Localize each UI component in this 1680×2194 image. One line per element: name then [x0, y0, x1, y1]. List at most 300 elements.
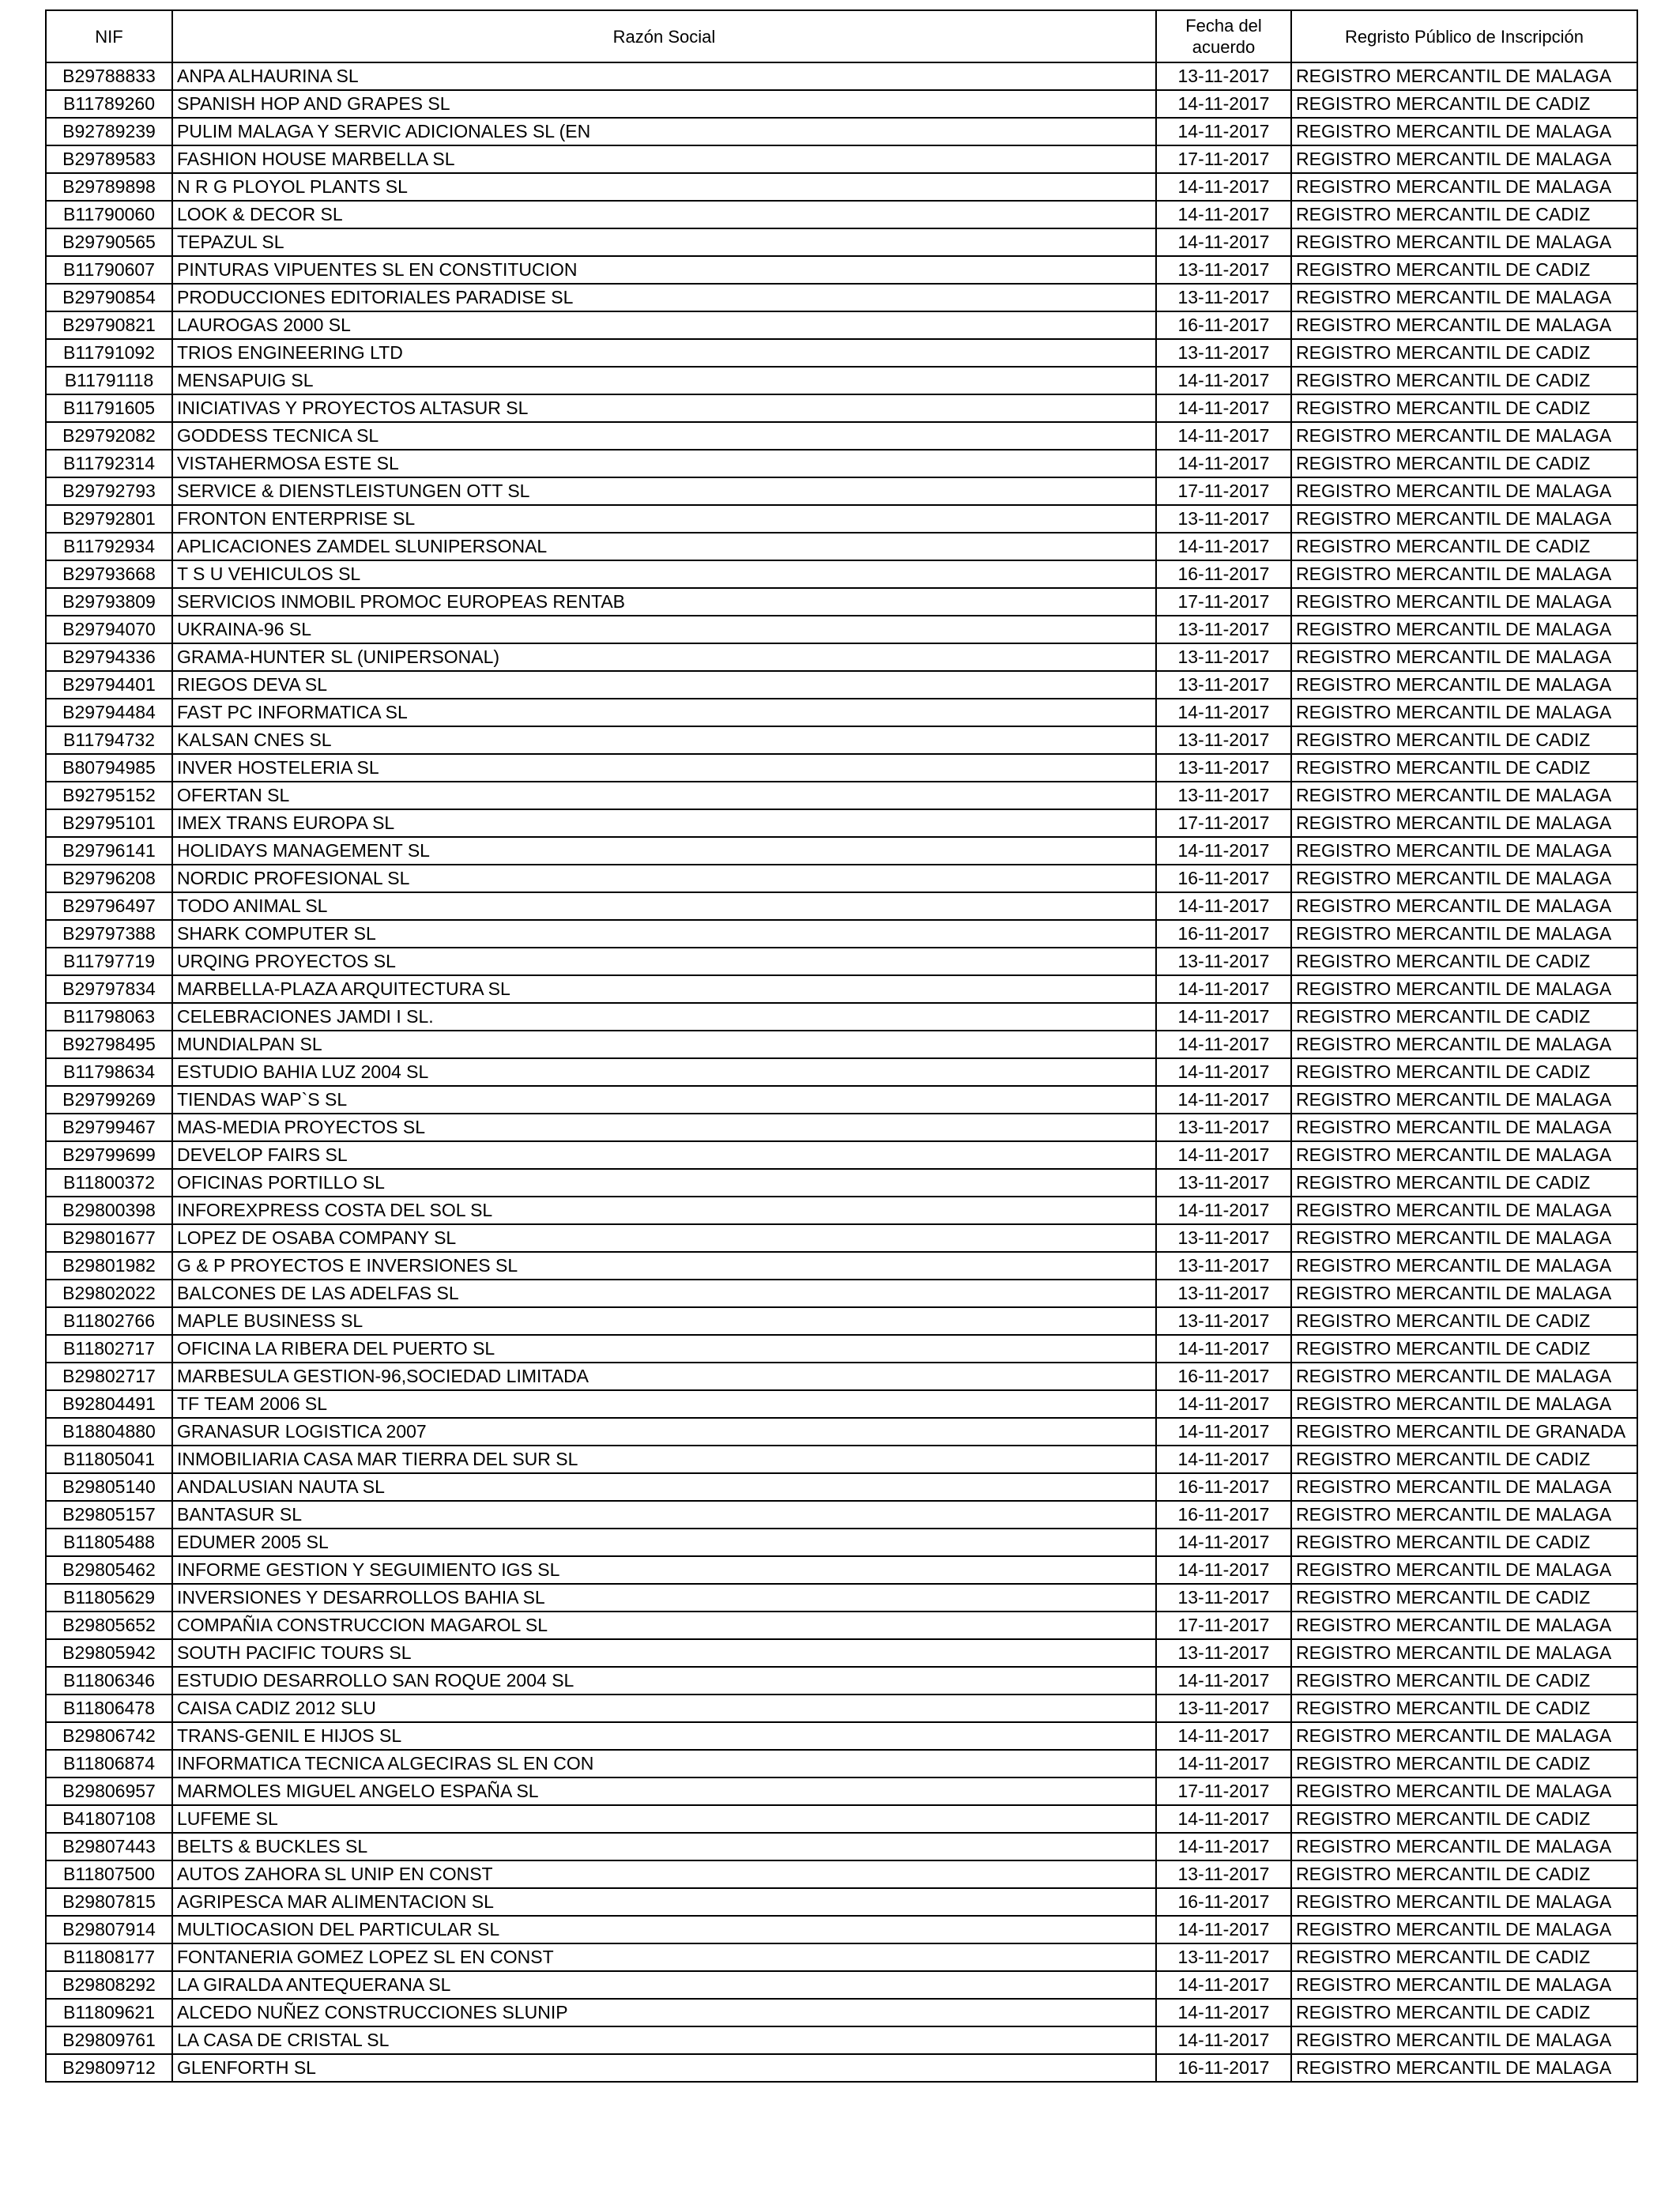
- fecha-cell: 13-11-2017: [1156, 62, 1291, 90]
- table-row: [46, 782, 1637, 809]
- nif-cell: B11798634: [46, 1058, 172, 1086]
- registro-cell: REGISTRO MERCANTIL DE MALAGA: [1291, 588, 1637, 616]
- registro-cell: REGISTRO MERCANTIL DE MALAGA: [1291, 920, 1637, 948]
- razon-social-cell: G & P PROYECTOS E INVERSIONES SL: [172, 1252, 1156, 1280]
- nif-cell: B29808292: [46, 1971, 172, 1999]
- razon-social-cell: ESTUDIO DESARROLLO SAN ROQUE 2004 SL: [172, 1667, 1156, 1695]
- razon-social-cell: MAS-MEDIA PROYECTOS SL: [172, 1114, 1156, 1141]
- registro-cell: REGISTRO MERCANTIL DE MALAGA: [1291, 1556, 1637, 1584]
- nif-cell: B11800372: [46, 1169, 172, 1197]
- registro-cell: REGISTRO MERCANTIL DE CADIZ: [1291, 201, 1637, 228]
- nif-cell: B11802766: [46, 1307, 172, 1335]
- nif-cell: B29796208: [46, 865, 172, 892]
- razon-social-cell: N R G PLOYOL PLANTS SL: [172, 173, 1156, 201]
- razon-social-cell: SHARK COMPUTER SL: [172, 920, 1156, 948]
- table-row: [46, 1888, 1637, 1916]
- nif-cell: B29805157: [46, 1501, 172, 1529]
- nif-cell: B11807500: [46, 1860, 172, 1888]
- nif-cell: B29795101: [46, 809, 172, 837]
- registro-cell: REGISTRO MERCANTIL DE CADIZ: [1291, 948, 1637, 975]
- razon-social-cell: IMEX TRANS EUROPA SL: [172, 809, 1156, 837]
- razon-social-cell: FRONTON ENTERPRISE SL: [172, 505, 1156, 533]
- registro-cell: REGISTRO MERCANTIL DE MALAGA: [1291, 1252, 1637, 1280]
- registro-cell: REGISTRO MERCANTIL DE MALAGA: [1291, 2054, 1637, 2082]
- registro-cell: REGISTRO MERCANTIL DE CADIZ: [1291, 1335, 1637, 1363]
- nif-cell: B29794401: [46, 671, 172, 699]
- nif-cell: B29801982: [46, 1252, 172, 1280]
- fecha-cell: 13-11-2017: [1156, 284, 1291, 311]
- razon-social-cell: ESTUDIO BAHIA LUZ 2004 SL: [172, 1058, 1156, 1086]
- table-row: [46, 754, 1637, 782]
- table-row: [46, 1750, 1637, 1777]
- nif-cell: B11805629: [46, 1584, 172, 1612]
- registro-cell: REGISTRO MERCANTIL DE MALAGA: [1291, 865, 1637, 892]
- fecha-cell: 13-11-2017: [1156, 1169, 1291, 1197]
- razon-social-cell: T S U VEHICULOS SL: [172, 560, 1156, 588]
- razon-social-cell: LOPEZ DE OSABA COMPANY SL: [172, 1224, 1156, 1252]
- fecha-cell: 17-11-2017: [1156, 477, 1291, 505]
- razon-social-cell: LA CASA DE CRISTAL SL: [172, 2026, 1156, 2054]
- table-row: [46, 1999, 1637, 2026]
- registro-cell: REGISTRO MERCANTIL DE MALAGA: [1291, 284, 1637, 311]
- table-row: [46, 118, 1637, 145]
- registro-cell: REGISTRO MERCANTIL DE MALAGA: [1291, 782, 1637, 809]
- razon-social-cell: INFORME GESTION Y SEGUIMIENTO IGS SL: [172, 1556, 1156, 1584]
- registro-cell: REGISTRO MERCANTIL DE CADIZ: [1291, 1058, 1637, 1086]
- registro-cell: REGISTRO MERCANTIL DE MALAGA: [1291, 422, 1637, 450]
- razon-social-cell: COMPAÑIA CONSTRUCCION MAGAROL SL: [172, 1612, 1156, 1639]
- razon-social-cell: SERVICE & DIENSTLEISTUNGEN OTT SL: [172, 477, 1156, 505]
- nif-cell: B29805652: [46, 1612, 172, 1639]
- razon-social-cell: UKRAINA-96 SL: [172, 616, 1156, 643]
- fecha-cell: 14-11-2017: [1156, 699, 1291, 726]
- nif-cell: B11794732: [46, 726, 172, 754]
- table-row: [46, 228, 1637, 256]
- registro-cell: REGISTRO MERCANTIL DE MALAGA: [1291, 1971, 1637, 1999]
- nif-cell: B29809712: [46, 2054, 172, 2082]
- table-row: [46, 284, 1637, 311]
- registro-cell: REGISTRO MERCANTIL DE MALAGA: [1291, 1197, 1637, 1224]
- table-row: [46, 643, 1637, 671]
- nif-cell: B29789898: [46, 173, 172, 201]
- registro-cell: REGISTRO MERCANTIL DE MALAGA: [1291, 975, 1637, 1003]
- header-registro: Regristo Público de Inscripción: [1291, 10, 1637, 62]
- nif-cell: B11791118: [46, 367, 172, 394]
- razon-social-cell: MENSAPUIG SL: [172, 367, 1156, 394]
- registro-cell: REGISTRO MERCANTIL DE CADIZ: [1291, 90, 1637, 118]
- registro-cell: REGISTRO MERCANTIL DE MALAGA: [1291, 1280, 1637, 1307]
- table-row: [46, 726, 1637, 754]
- nif-cell: B29806742: [46, 1722, 172, 1750]
- fecha-cell: 13-11-2017: [1156, 1639, 1291, 1667]
- razon-social-cell: APLICACIONES ZAMDEL SLUNIPERSONAL: [172, 533, 1156, 560]
- registro-cell: REGISTRO MERCANTIL DE CADIZ: [1291, 1750, 1637, 1777]
- fecha-cell: 14-11-2017: [1156, 1556, 1291, 1584]
- table-row: [46, 1418, 1637, 1446]
- registro-cell: REGISTRO MERCANTIL DE MALAGA: [1291, 1473, 1637, 1501]
- header-nif: NIF: [46, 10, 172, 62]
- fecha-cell: 14-11-2017: [1156, 1833, 1291, 1860]
- nif-cell: B11798063: [46, 1003, 172, 1031]
- nif-cell: B29792793: [46, 477, 172, 505]
- razon-social-cell: CAISA CADIZ 2012 SLU: [172, 1695, 1156, 1722]
- fecha-cell: 13-11-2017: [1156, 1252, 1291, 1280]
- fecha-cell: 16-11-2017: [1156, 1501, 1291, 1529]
- razon-social-cell: GRANASUR LOGISTICA 2007: [172, 1418, 1156, 1446]
- fecha-cell: 16-11-2017: [1156, 1473, 1291, 1501]
- razon-social-cell: INFOREXPRESS COSTA DEL SOL SL: [172, 1197, 1156, 1224]
- nif-cell: B29790565: [46, 228, 172, 256]
- table-row: [46, 1916, 1637, 1943]
- nif-cell: B29802717: [46, 1363, 172, 1390]
- table-row: [46, 173, 1637, 201]
- fecha-cell: 17-11-2017: [1156, 1612, 1291, 1639]
- fecha-cell: 13-11-2017: [1156, 671, 1291, 699]
- razon-social-cell: GLENFORTH SL: [172, 2054, 1156, 2082]
- nif-cell: B29807443: [46, 1833, 172, 1860]
- registro-cell: REGISTRO MERCANTIL DE MALAGA: [1291, 1224, 1637, 1252]
- nif-cell: B29790854: [46, 284, 172, 311]
- registro-cell: REGISTRO MERCANTIL DE MALAGA: [1291, 837, 1637, 865]
- nif-cell: B80794985: [46, 754, 172, 782]
- registro-cell: REGISTRO MERCANTIL DE GRANADA: [1291, 1418, 1637, 1446]
- fecha-cell: 14-11-2017: [1156, 1390, 1291, 1418]
- fecha-cell: 14-11-2017: [1156, 2026, 1291, 2054]
- table-row: [46, 1695, 1637, 1722]
- table-row: [46, 1169, 1637, 1197]
- table-row: [46, 2026, 1637, 2054]
- nif-cell: B29807815: [46, 1888, 172, 1916]
- fecha-cell: 14-11-2017: [1156, 90, 1291, 118]
- razon-social-cell: BANTASUR SL: [172, 1501, 1156, 1529]
- table-row: [46, 1473, 1637, 1501]
- table-row: [46, 1943, 1637, 1971]
- fecha-cell: 13-11-2017: [1156, 616, 1291, 643]
- table-row: [46, 1501, 1637, 1529]
- registro-cell: REGISTRO MERCANTIL DE CADIZ: [1291, 1860, 1637, 1888]
- fecha-cell: 14-11-2017: [1156, 1141, 1291, 1169]
- registro-cell: REGISTRO MERCANTIL DE MALAGA: [1291, 1916, 1637, 1943]
- nif-cell: B29802022: [46, 1280, 172, 1307]
- fecha-cell: 13-11-2017: [1156, 339, 1291, 367]
- razon-social-cell: VISTAHERMOSA ESTE SL: [172, 450, 1156, 477]
- fecha-cell: 13-11-2017: [1156, 1224, 1291, 1252]
- fecha-cell: 17-11-2017: [1156, 588, 1291, 616]
- registro-cell: REGISTRO MERCANTIL DE MALAGA: [1291, 145, 1637, 173]
- fecha-cell: 13-11-2017: [1156, 1114, 1291, 1141]
- nif-cell: B29801677: [46, 1224, 172, 1252]
- razon-social-cell: MUNDIALPAN SL: [172, 1031, 1156, 1058]
- nif-cell: B29796141: [46, 837, 172, 865]
- fecha-cell: 14-11-2017: [1156, 1197, 1291, 1224]
- registro-cell: REGISTRO MERCANTIL DE MALAGA: [1291, 1114, 1637, 1141]
- fecha-cell: 16-11-2017: [1156, 311, 1291, 339]
- table-row: [46, 477, 1637, 505]
- razon-social-cell: OFICINAS PORTILLO SL: [172, 1169, 1156, 1197]
- nif-cell: B41807108: [46, 1805, 172, 1833]
- table-row: [46, 1307, 1637, 1335]
- registro-cell: REGISTRO MERCANTIL DE MALAGA: [1291, 173, 1637, 201]
- table-row: [46, 975, 1637, 1003]
- nif-cell: B29809761: [46, 2026, 172, 2054]
- nif-cell: B11802717: [46, 1335, 172, 1363]
- razon-social-cell: INVER HOSTELERIA SL: [172, 754, 1156, 782]
- nif-cell: B11806346: [46, 1667, 172, 1695]
- nif-cell: B11809621: [46, 1999, 172, 2026]
- registro-cell: REGISTRO MERCANTIL DE MALAGA: [1291, 1888, 1637, 1916]
- fecha-cell: 14-11-2017: [1156, 450, 1291, 477]
- nif-cell: B11805488: [46, 1529, 172, 1556]
- fecha-cell: 17-11-2017: [1156, 809, 1291, 837]
- nif-cell: B29805462: [46, 1556, 172, 1584]
- table-row: [46, 1003, 1637, 1031]
- nif-cell: B29797834: [46, 975, 172, 1003]
- registro-cell: REGISTRO MERCANTIL DE CADIZ: [1291, 450, 1637, 477]
- fecha-cell: 14-11-2017: [1156, 1667, 1291, 1695]
- razon-social-cell: INFORMATICA TECNICA ALGECIRAS SL EN CON: [172, 1750, 1156, 1777]
- razon-social-cell: PULIM MALAGA Y SERVIC ADICIONALES SL (EN: [172, 118, 1156, 145]
- razon-social-cell: DEVELOP FAIRS SL: [172, 1141, 1156, 1169]
- registro-cell: REGISTRO MERCANTIL DE MALAGA: [1291, 616, 1637, 643]
- fecha-cell: 14-11-2017: [1156, 1999, 1291, 2026]
- nif-cell: B92798495: [46, 1031, 172, 1058]
- registro-cell: REGISTRO MERCANTIL DE MALAGA: [1291, 1612, 1637, 1639]
- razon-social-cell: MULTIOCASION DEL PARTICULAR SL: [172, 1916, 1156, 1943]
- fecha-cell: 13-11-2017: [1156, 782, 1291, 809]
- razon-social-cell: INVERSIONES Y DESARROLLOS BAHIA SL: [172, 1584, 1156, 1612]
- table-row: [46, 62, 1637, 90]
- nif-cell: B11797719: [46, 948, 172, 975]
- razon-social-cell: ALCEDO NUÑEZ CONSTRUCCIONES SLUNIP: [172, 1999, 1156, 2026]
- fecha-cell: 14-11-2017: [1156, 118, 1291, 145]
- registro-cell: REGISTRO MERCANTIL DE MALAGA: [1291, 560, 1637, 588]
- fecha-cell: 14-11-2017: [1156, 1805, 1291, 1833]
- nif-cell: B29799269: [46, 1086, 172, 1114]
- registro-cell: REGISTRO MERCANTIL DE CADIZ: [1291, 1667, 1637, 1695]
- nif-cell: B11790060: [46, 201, 172, 228]
- registro-cell: REGISTRO MERCANTIL DE MALAGA: [1291, 1833, 1637, 1860]
- registro-cell: REGISTRO MERCANTIL DE MALAGA: [1291, 1141, 1637, 1169]
- nif-cell: B11790607: [46, 256, 172, 284]
- registro-cell: REGISTRO MERCANTIL DE CADIZ: [1291, 726, 1637, 754]
- table-row: [46, 616, 1637, 643]
- fecha-cell: 16-11-2017: [1156, 1363, 1291, 1390]
- registro-cell: REGISTRO MERCANTIL DE MALAGA: [1291, 1031, 1637, 1058]
- nif-cell: B29788833: [46, 62, 172, 90]
- table-row: [46, 394, 1637, 422]
- razon-social-cell: TODO ANIMAL SL: [172, 892, 1156, 920]
- razon-social-cell: GODDESS TECNICA SL: [172, 422, 1156, 450]
- registro-cell: REGISTRO MERCANTIL DE MALAGA: [1291, 477, 1637, 505]
- table-row: [46, 1252, 1637, 1280]
- fecha-cell: 14-11-2017: [1156, 422, 1291, 450]
- registro-cell: REGISTRO MERCANTIL DE CADIZ: [1291, 1805, 1637, 1833]
- fecha-cell: 14-11-2017: [1156, 1446, 1291, 1473]
- registro-cell: REGISTRO MERCANTIL DE MALAGA: [1291, 311, 1637, 339]
- fecha-cell: 13-11-2017: [1156, 726, 1291, 754]
- fecha-cell: 14-11-2017: [1156, 1971, 1291, 1999]
- registro-cell: REGISTRO MERCANTIL DE CADIZ: [1291, 533, 1637, 560]
- razon-social-cell: MARBESULA GESTION-96,SOCIEDAD LIMITADA: [172, 1363, 1156, 1390]
- registro-cell: REGISTRO MERCANTIL DE CADIZ: [1291, 1003, 1637, 1031]
- fecha-cell: 16-11-2017: [1156, 560, 1291, 588]
- fecha-cell: 16-11-2017: [1156, 2054, 1291, 2082]
- table-row: [46, 1141, 1637, 1169]
- nif-cell: B29799699: [46, 1141, 172, 1169]
- razon-social-cell: NORDIC PROFESIONAL SL: [172, 865, 1156, 892]
- razon-social-cell: TIENDAS WAP`S SL: [172, 1086, 1156, 1114]
- fecha-cell: 17-11-2017: [1156, 1777, 1291, 1805]
- registro-cell: REGISTRO MERCANTIL DE CADIZ: [1291, 394, 1637, 422]
- razon-social-cell: HOLIDAYS MANAGEMENT SL: [172, 837, 1156, 865]
- table-row: [46, 2054, 1637, 2082]
- table-row: [46, 1722, 1637, 1750]
- fecha-cell: 13-11-2017: [1156, 754, 1291, 782]
- registro-cell: REGISTRO MERCANTIL DE MALAGA: [1291, 1777, 1637, 1805]
- fecha-cell: 14-11-2017: [1156, 1418, 1291, 1446]
- table-row: [46, 1971, 1637, 1999]
- razon-social-cell: PINTURAS VIPUENTES SL EN CONSTITUCION: [172, 256, 1156, 284]
- registro-cell: REGISTRO MERCANTIL DE CADIZ: [1291, 1529, 1637, 1556]
- nif-cell: B29796497: [46, 892, 172, 920]
- razon-social-cell: CELEBRACIONES JAMDI I SL.: [172, 1003, 1156, 1031]
- fecha-cell: 14-11-2017: [1156, 1003, 1291, 1031]
- razon-social-cell: OFERTAN SL: [172, 782, 1156, 809]
- razon-social-cell: MARBELLA-PLAZA ARQUITECTURA SL: [172, 975, 1156, 1003]
- table-row: [46, 865, 1637, 892]
- nif-cell: B29800398: [46, 1197, 172, 1224]
- registro-cell: REGISTRO MERCANTIL DE CADIZ: [1291, 256, 1637, 284]
- fecha-cell: 14-11-2017: [1156, 1086, 1291, 1114]
- nif-cell: B29806957: [46, 1777, 172, 1805]
- table-row: [46, 1197, 1637, 1224]
- fecha-cell: 13-11-2017: [1156, 1860, 1291, 1888]
- razon-social-cell: GRAMA-HUNTER SL (UNIPERSONAL): [172, 643, 1156, 671]
- nif-cell: B29792801: [46, 505, 172, 533]
- fecha-cell: 14-11-2017: [1156, 367, 1291, 394]
- registro-cell: REGISTRO MERCANTIL DE CADIZ: [1291, 1943, 1637, 1971]
- table-row: [46, 1446, 1637, 1473]
- nif-cell: B29793809: [46, 588, 172, 616]
- fecha-cell: 14-11-2017: [1156, 394, 1291, 422]
- nif-cell: B29792082: [46, 422, 172, 450]
- registro-cell: REGISTRO MERCANTIL DE MALAGA: [1291, 228, 1637, 256]
- fecha-cell: 14-11-2017: [1156, 173, 1291, 201]
- razon-social-cell: OFICINA LA RIBERA DEL PUERTO SL: [172, 1335, 1156, 1363]
- registro-cell: REGISTRO MERCANTIL DE MALAGA: [1291, 671, 1637, 699]
- fecha-cell: 14-11-2017: [1156, 1722, 1291, 1750]
- fecha-cell: 13-11-2017: [1156, 505, 1291, 533]
- table-row: [46, 1058, 1637, 1086]
- registro-cell: REGISTRO MERCANTIL DE CADIZ: [1291, 1695, 1637, 1722]
- table-row: [46, 1612, 1637, 1639]
- nif-cell: B11792934: [46, 533, 172, 560]
- table-row: [46, 533, 1637, 560]
- fecha-cell: 14-11-2017: [1156, 533, 1291, 560]
- razon-social-cell: KALSAN CNES SL: [172, 726, 1156, 754]
- razon-social-cell: TRANS-GENIL E HIJOS SL: [172, 1722, 1156, 1750]
- table-row: [46, 367, 1637, 394]
- fecha-cell: 13-11-2017: [1156, 1307, 1291, 1335]
- table-row: [46, 145, 1637, 173]
- table-body: [46, 62, 1637, 2082]
- nif-cell: B29794336: [46, 643, 172, 671]
- table-row: [46, 339, 1637, 367]
- fecha-cell: 14-11-2017: [1156, 1529, 1291, 1556]
- nif-cell: B29799467: [46, 1114, 172, 1141]
- fecha-cell: 13-11-2017: [1156, 643, 1291, 671]
- nif-cell: B11789260: [46, 90, 172, 118]
- table-row: [46, 699, 1637, 726]
- registro-cell: REGISTRO MERCANTIL DE MALAGA: [1291, 699, 1637, 726]
- fecha-cell: 16-11-2017: [1156, 920, 1291, 948]
- nif-cell: B11806478: [46, 1695, 172, 1722]
- razon-social-cell: LAUROGAS 2000 SL: [172, 311, 1156, 339]
- fecha-cell: 14-11-2017: [1156, 837, 1291, 865]
- fecha-cell: 13-11-2017: [1156, 1943, 1291, 1971]
- registro-cell: REGISTRO MERCANTIL DE MALAGA: [1291, 1639, 1637, 1667]
- nif-cell: B29807914: [46, 1916, 172, 1943]
- nif-cell: B29794484: [46, 699, 172, 726]
- registro-cell: REGISTRO MERCANTIL DE MALAGA: [1291, 1390, 1637, 1418]
- razon-social-cell: EDUMER 2005 SL: [172, 1529, 1156, 1556]
- fecha-cell: 14-11-2017: [1156, 1916, 1291, 1943]
- table-row: [46, 1805, 1637, 1833]
- nif-cell: B29789583: [46, 145, 172, 173]
- razon-social-cell: AGRIPESCA MAR ALIMENTACION SL: [172, 1888, 1156, 1916]
- fecha-cell: 14-11-2017: [1156, 228, 1291, 256]
- fecha-cell: 14-11-2017: [1156, 1335, 1291, 1363]
- razon-social-cell: INICIATIVAS Y PROYECTOS ALTASUR SL: [172, 394, 1156, 422]
- razon-social-cell: LA GIRALDA ANTEQUERANA SL: [172, 1971, 1156, 1999]
- registro-cell: REGISTRO MERCANTIL DE MALAGA: [1291, 892, 1637, 920]
- table-row: [46, 90, 1637, 118]
- fecha-cell: 14-11-2017: [1156, 975, 1291, 1003]
- table-row: [46, 671, 1637, 699]
- table-row: [46, 422, 1637, 450]
- fecha-cell: 16-11-2017: [1156, 1888, 1291, 1916]
- fecha-cell: 14-11-2017: [1156, 201, 1291, 228]
- table-row: [46, 201, 1637, 228]
- razon-social-cell: MARMOLES MIGUEL ANGELO ESPAÑA SL: [172, 1777, 1156, 1805]
- registro-cell: REGISTRO MERCANTIL DE MALAGA: [1291, 809, 1637, 837]
- table-row: [46, 1031, 1637, 1058]
- registro-cell: REGISTRO MERCANTIL DE MALAGA: [1291, 1363, 1637, 1390]
- table-row: [46, 588, 1637, 616]
- header-razon-social: Razón Social: [172, 10, 1156, 62]
- table-row: [46, 1280, 1637, 1307]
- razon-social-cell: INMOBILIARIA CASA MAR TIERRA DEL SUR SL: [172, 1446, 1156, 1473]
- registro-cell: REGISTRO MERCANTIL DE MALAGA: [1291, 1086, 1637, 1114]
- nif-cell: B92804491: [46, 1390, 172, 1418]
- fecha-cell: 13-11-2017: [1156, 256, 1291, 284]
- nif-cell: B11792314: [46, 450, 172, 477]
- table-row: [46, 1390, 1637, 1418]
- table-row: [46, 1777, 1637, 1805]
- razon-social-cell: PRODUCCIONES EDITORIALES PARADISE SL: [172, 284, 1156, 311]
- razon-social-cell: AUTOS ZAHORA SL UNIP EN CONST: [172, 1860, 1156, 1888]
- razon-social-cell: ANDALUSIAN NAUTA SL: [172, 1473, 1156, 1501]
- registro-cell: REGISTRO MERCANTIL DE MALAGA: [1291, 643, 1637, 671]
- table-row: [46, 1086, 1637, 1114]
- razon-social-cell: MAPLE BUSINESS SL: [172, 1307, 1156, 1335]
- table-row: [46, 1335, 1637, 1363]
- fecha-cell: 14-11-2017: [1156, 1058, 1291, 1086]
- registro-cell: REGISTRO MERCANTIL DE CADIZ: [1291, 1446, 1637, 1473]
- nif-cell: B11791092: [46, 339, 172, 367]
- registro-cell: REGISTRO MERCANTIL DE CADIZ: [1291, 1307, 1637, 1335]
- table-row: [46, 920, 1637, 948]
